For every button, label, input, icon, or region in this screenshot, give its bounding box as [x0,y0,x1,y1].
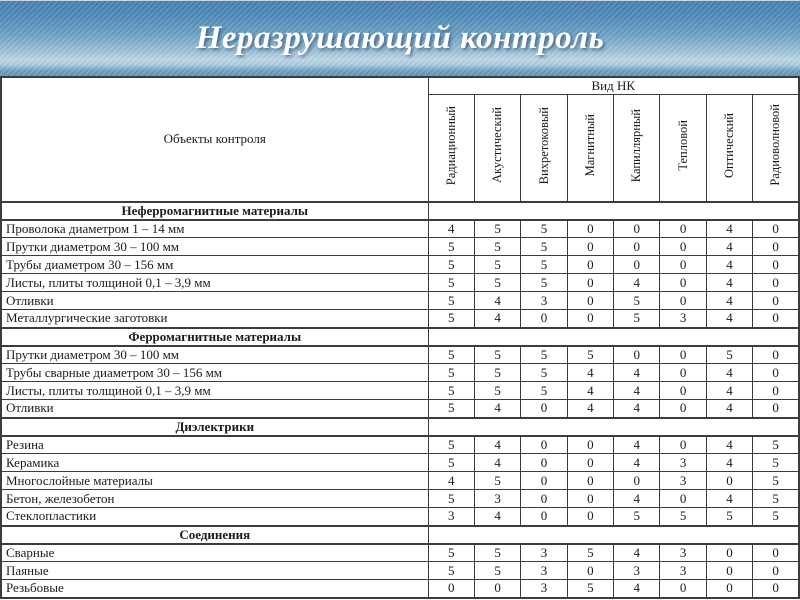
value-cell: 0 [521,436,567,454]
value-cell: 0 [567,490,613,508]
value-cell: 5 [428,274,474,292]
section-title-cell: Диэлектрики [1,418,428,436]
corner-header-cell: Объекты контроля [1,77,428,202]
value-cell: 5 [428,238,474,256]
table-row [1,364,799,382]
value-cell: 0 [474,580,520,598]
value-cell: 4 [614,544,660,562]
value-cell: 4 [706,490,752,508]
table-body [1,202,799,598]
value-cell: 5 [428,454,474,472]
value-cell: 5 [474,238,520,256]
value-cell: 0 [706,544,752,562]
value-cell: 0 [660,490,706,508]
column-header-cell [567,95,613,202]
section-title-cell: Неферромагнитные материалы [1,202,428,220]
value-cell: 3 [474,490,520,508]
value-cell: 0 [753,274,799,292]
value-cell: 5 [614,508,660,526]
value-cell: 0 [753,310,799,328]
table-row [1,346,799,364]
table-row [1,544,799,562]
column-header-label: Радиационный [443,105,458,185]
value-cell: 0 [614,220,660,238]
row-label-cell: Бетон, железобетон [1,490,428,508]
value-cell: 0 [567,274,613,292]
value-cell: 5 [521,364,567,382]
row-label-cell: Трубы сварные диаметром 30 – 156 мм [1,364,428,382]
row-label-cell: Отливки [1,292,428,310]
value-cell: 4 [706,274,752,292]
value-cell: 5 [753,472,799,490]
value-cell: 0 [660,256,706,274]
value-cell: 3 [521,292,567,310]
value-cell: 4 [706,436,752,454]
table-row [1,220,799,238]
value-cell: 5 [428,256,474,274]
value-cell: 0 [660,400,706,418]
section-empty-cell [428,202,799,220]
value-cell: 4 [706,400,752,418]
table-row [1,292,799,310]
value-cell: 4 [474,292,520,310]
row-label-cell: Прутки диаметром 30 – 100 мм [1,238,428,256]
value-cell: 0 [753,544,799,562]
group-header-row [1,77,799,95]
value-cell: 5 [474,256,520,274]
value-cell: 5 [521,238,567,256]
value-cell: 0 [706,472,752,490]
value-cell: 3 [660,472,706,490]
value-cell: 5 [521,274,567,292]
value-cell: 5 [474,544,520,562]
value-cell: 3 [614,562,660,580]
column-header-cell [474,95,520,202]
value-cell: 4 [614,580,660,598]
column-header-cell [521,95,567,202]
value-cell: 0 [567,472,613,490]
value-cell: 0 [753,364,799,382]
value-cell: 4 [706,310,752,328]
value-cell: 0 [753,238,799,256]
table-row [1,310,799,328]
table-row [1,382,799,400]
value-cell: 4 [706,364,752,382]
value-cell: 0 [660,580,706,598]
value-cell: 5 [521,382,567,400]
column-header-label: Магнитный [583,114,598,177]
value-cell: 4 [567,364,613,382]
value-cell: 0 [567,310,613,328]
value-cell: 4 [614,400,660,418]
value-cell: 3 [521,544,567,562]
value-cell: 0 [614,346,660,364]
value-cell: 5 [428,346,474,364]
value-cell: 0 [567,508,613,526]
value-cell: 0 [753,400,799,418]
value-cell: 5 [428,364,474,382]
value-cell: 0 [428,580,474,598]
table-row [1,490,799,508]
row-label-cell: Стеклопластики [1,508,428,526]
value-cell: 4 [474,436,520,454]
row-label-cell: Проволока диаметром 1 – 14 мм [1,220,428,238]
value-cell: 3 [660,562,706,580]
value-cell: 3 [428,508,474,526]
value-cell: 0 [567,562,613,580]
value-cell: 5 [567,544,613,562]
value-cell: 5 [753,508,799,526]
value-cell: 0 [706,580,752,598]
section-title-cell: Соединения [1,526,428,544]
value-cell: 0 [660,382,706,400]
value-cell: 5 [567,346,613,364]
value-cell: 5 [474,364,520,382]
value-cell: 4 [474,400,520,418]
title-bar [0,0,800,76]
value-cell: 0 [614,238,660,256]
value-cell: 3 [660,544,706,562]
value-cell: 0 [567,220,613,238]
value-cell: 5 [753,490,799,508]
value-cell: 5 [428,436,474,454]
value-cell: 5 [428,490,474,508]
section-empty-cell [428,418,799,436]
value-cell: 4 [706,256,752,274]
value-cell: 4 [614,454,660,472]
value-cell: 4 [614,274,660,292]
value-cell: 5 [428,544,474,562]
value-cell: 5 [428,562,474,580]
value-cell: 5 [521,256,567,274]
row-label-cell: Паяные [1,562,428,580]
table-row [1,256,799,274]
value-cell: 4 [614,436,660,454]
column-header-cell [753,95,799,202]
value-cell: 5 [614,292,660,310]
table-row [1,436,799,454]
value-cell: 0 [521,508,567,526]
value-cell: 0 [753,382,799,400]
column-header-label: Капиллярный [629,108,644,182]
value-cell: 4 [428,472,474,490]
row-label-cell: Резьбовые [1,580,428,598]
value-cell: 4 [567,400,613,418]
section-row [1,328,799,346]
section-row [1,526,799,544]
row-label-cell: Отливки [1,400,428,418]
value-cell: 0 [521,472,567,490]
row-label-cell: Прутки диаметром 30 – 100 мм [1,346,428,364]
section-title-cell: Ферромагнитные материалы [1,328,428,346]
value-cell: 5 [521,346,567,364]
value-cell: 0 [753,562,799,580]
value-cell: 5 [567,580,613,598]
value-cell: 3 [660,454,706,472]
row-label-cell: Многослойные материалы [1,472,428,490]
value-cell: 4 [706,454,752,472]
value-cell: 5 [474,346,520,364]
value-cell: 5 [706,346,752,364]
value-cell: 5 [753,436,799,454]
value-cell: 0 [614,472,660,490]
column-header-cell [660,95,706,202]
value-cell: 4 [474,310,520,328]
slide-title: Неразрушающий контроль [195,20,605,56]
value-cell: 0 [567,292,613,310]
value-cell: 5 [428,382,474,400]
value-cell: 0 [567,454,613,472]
column-header-label: Тепловой [675,119,690,171]
value-cell: 5 [428,292,474,310]
value-cell: 5 [474,562,520,580]
value-cell: 5 [660,508,706,526]
value-cell: 0 [660,292,706,310]
value-cell: 0 [753,292,799,310]
table-row [1,274,799,292]
column-header-cell [706,95,752,202]
value-cell: 0 [753,346,799,364]
group-header-cell: Вид НК [428,77,799,95]
row-label-cell: Листы, плиты толщиной 0,1 – 3,9 мм [1,274,428,292]
value-cell: 5 [474,220,520,238]
value-cell: 0 [521,400,567,418]
table-row [1,472,799,490]
column-header-label: Радиоволновой [768,104,783,187]
value-cell: 0 [660,220,706,238]
row-label-cell: Сварные [1,544,428,562]
value-cell: 5 [474,382,520,400]
value-cell: 4 [614,382,660,400]
value-cell: 4 [706,382,752,400]
row-label-cell: Металлургические заготовки [1,310,428,328]
table-row [1,562,799,580]
value-cell: 5 [614,310,660,328]
value-cell: 0 [521,490,567,508]
column-header-label: Вихретоковый [536,106,551,184]
value-cell: 0 [753,256,799,274]
value-cell: 5 [428,310,474,328]
value-cell: 0 [660,364,706,382]
value-cell: 5 [521,220,567,238]
value-cell: 5 [428,400,474,418]
section-row [1,202,799,220]
section-empty-cell [428,526,799,544]
value-cell: 4 [428,220,474,238]
table-row [1,238,799,256]
section-row [1,418,799,436]
row-label-cell: Керамика [1,454,428,472]
value-cell: 4 [614,364,660,382]
column-header-cell [614,95,660,202]
row-label-cell: Резина [1,436,428,454]
value-cell: 0 [753,220,799,238]
value-cell: 5 [753,454,799,472]
table-row [1,508,799,526]
value-cell: 0 [567,436,613,454]
value-cell: 4 [614,490,660,508]
value-cell: 4 [567,382,613,400]
value-cell: 4 [474,454,520,472]
row-label-cell: Листы, плиты толщиной 0,1 – 3,9 мм [1,382,428,400]
value-cell: 4 [706,220,752,238]
column-header-cell [428,95,474,202]
column-header-label: Оптический [722,112,737,178]
value-cell: 0 [706,562,752,580]
value-cell: 3 [521,562,567,580]
value-cell: 4 [706,292,752,310]
value-cell: 4 [706,238,752,256]
value-cell: 0 [614,256,660,274]
value-cell: 0 [567,238,613,256]
table-row [1,580,799,598]
table-row [1,454,799,472]
value-cell: 0 [660,346,706,364]
value-cell: 0 [660,274,706,292]
table-row [1,400,799,418]
value-cell: 0 [660,238,706,256]
value-cell: 4 [474,508,520,526]
section-empty-cell [428,328,799,346]
value-cell: 5 [474,274,520,292]
ndt-table [0,76,800,599]
value-cell: 0 [521,454,567,472]
value-cell: 5 [706,508,752,526]
value-cell: 0 [660,436,706,454]
value-cell: 0 [567,256,613,274]
value-cell: 0 [753,580,799,598]
row-label-cell: Трубы диаметром 30 – 156 мм [1,256,428,274]
value-cell: 3 [521,580,567,598]
value-cell: 5 [474,472,520,490]
column-header-label: Акустический [490,107,505,184]
value-cell: 3 [660,310,706,328]
value-cell: 0 [521,310,567,328]
